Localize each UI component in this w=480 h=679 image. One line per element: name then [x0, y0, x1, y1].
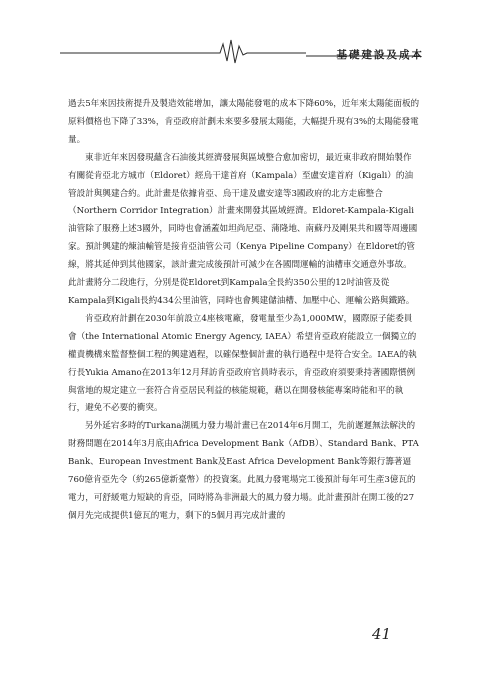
paragraph-wind: 另外延宕多時的Turkana湖風力發力場計畫已在2014年6月開工，先前遲遲無法解決的財務問題在2014年3月底由Africa Development Bank（AfDB）、Standard Bank、PTA Bank、European Investment Bank及East Africa Development Bank等銀行籌著逼760億肯亞先令（約265億新臺幣）的投資案。此風力發電場完工後預計每年可生產3億瓦的電力，可舒緩電力短缺的肯亞，同時將為非洲最大的風力發力場。此計畫預計在開工後的27個月先完成提供1億瓦的電力，剩下的5個月再完成計畫的	[68, 421, 419, 521]
paragraph-nuclear: 肯亞政府計劃在2030年前設立4座核電廠，發電量至少為1,000MW，國際原子能委員會（the International Atomic Energy Agency, IAEA）希望肯亞政府能設立一個獨立的權責機構來監督整個工程的興建過程，以確保整個計畫的執行過程中是符合安全。IAEA的執行長Yukia Amano在2013年12月拜訪肯亞政府官員時表示，肯亞政府須要秉持著國際慣例與當地的規定建立一套符合肯亞居民利益的核能規範，藉以在開發核能專案時能和平的執行，避免不必要的衝突。	[68, 313, 417, 414]
paragraph-solar: 過去5年來因技術提升及製造效能增加，讓太陽能發電的成本下降60%，近年來太陽能面板的原料價格也下降了33%，肯亞政府計劃未來要多發展太陽能，大幅提升現有3%的太陽能發電量。	[68, 99, 420, 145]
page-header	[0, 0, 480, 70]
article-body	[68, 96, 420, 526]
section-title: 基礎建設及成本	[336, 49, 424, 61]
page-number: 41	[372, 625, 392, 643]
paragraph-pipeline: 東非近年來因發現蘊含石油後其經濟發展與區域整合愈加密切，最近東非政府開始製作有關從肯亞北方城市（Eldoret）經烏干達首府（Kampala）至盧安達首府（Kigali）的油管設計與興建合約。此計畫是依據肯亞、烏干達及盧安達等3國政府的北方走廊整合（Northern Corridor Integration）計畫來開發其區域經濟。Eldoret-Kampala-Kigali油管除了服務上述3國外，同時也會涵蓋如坦尚尼亞、蒲隆地、南蘇丹及剛果共和國等周邊國家。預計興建的煉油輸管是接肯亞油管公司（Kenya Pipeline Company）在Eldoret的管線，將其延伸到其他國家，該計畫完成後預計可減少在各國間運輸的油槽車交通意外事故。此計畫將分二段進行，分別是從Eldoret到Kampala全長約350公里的12吋油管及從Kampala到Kigali長約434公里油管，同時也會興建儲油槽、加壓中心、運輸公路與鐵路。	[68, 152, 418, 306]
